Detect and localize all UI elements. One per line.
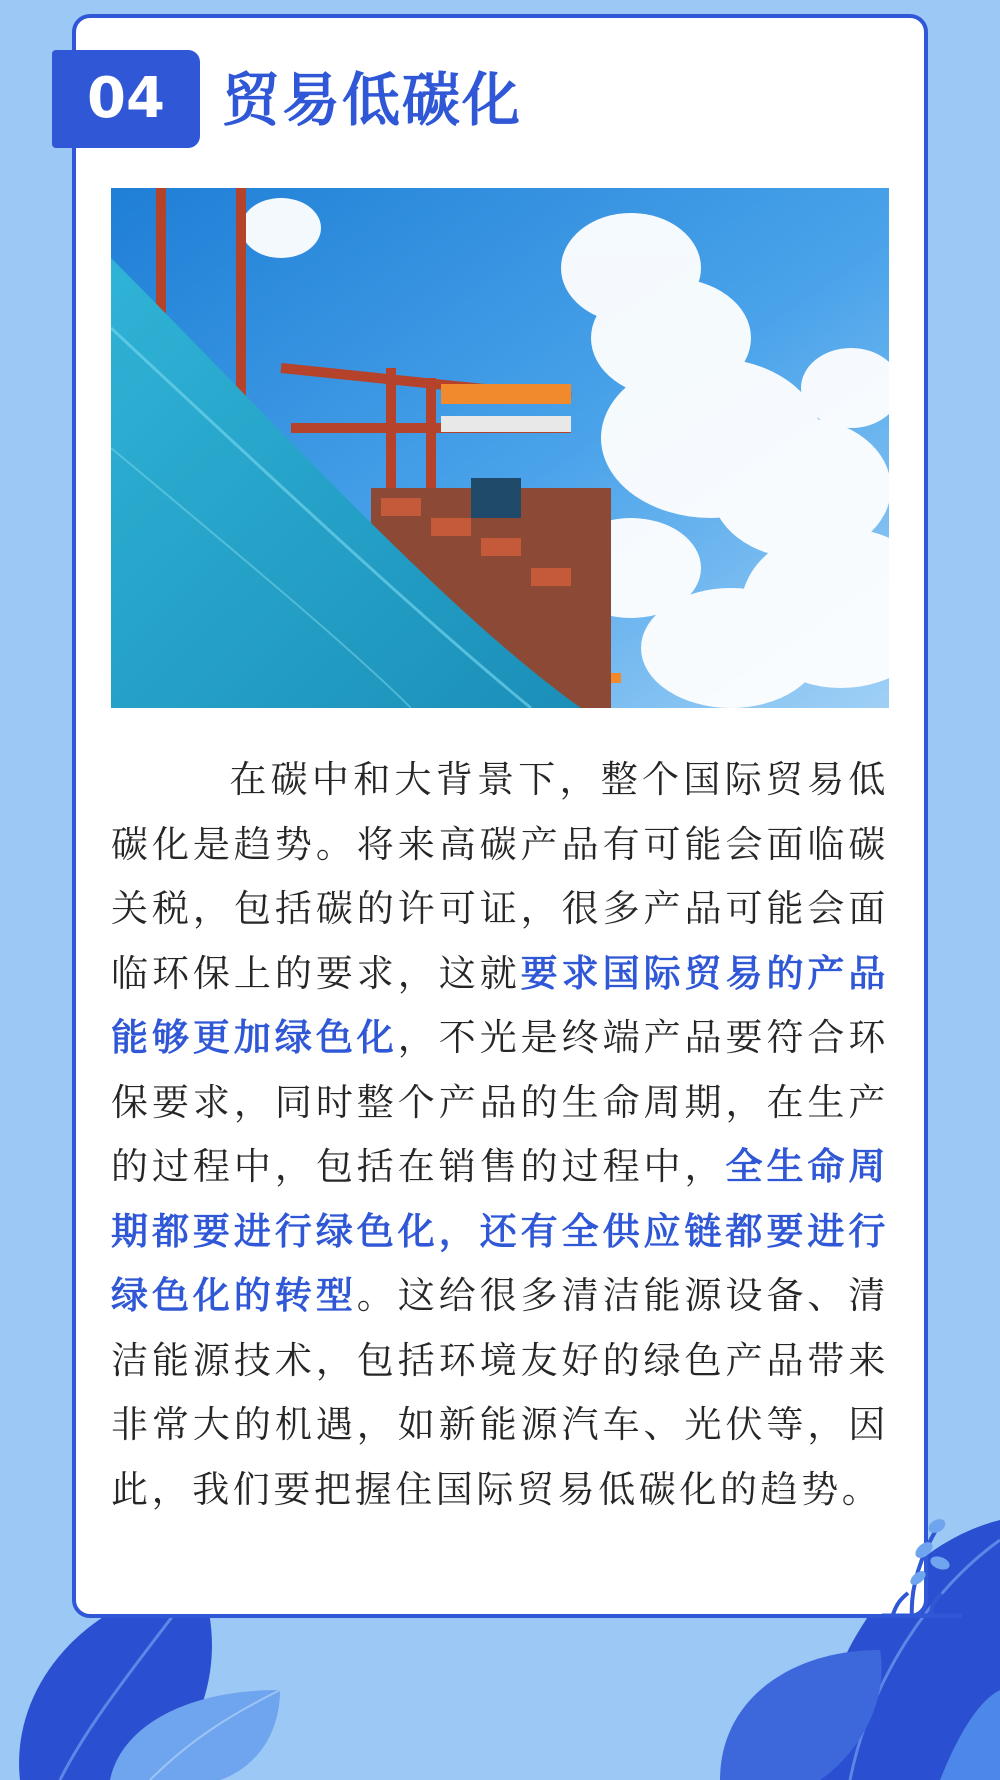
container-ship-photo xyxy=(111,188,889,708)
highlight-text: 全生命周期都要进行绿色化，还有全供应链都要进行绿色化的转型 xyxy=(111,1145,889,1317)
body-text-part: 在碳中和大背景下，整个国际贸易低碳化是趋势。将来高碳产品有可能会面临碳关税，包括碳的许可证，很多产品可能会面临环保上的要求，这就 xyxy=(111,758,889,995)
highlight-text: 要求国际贸易的产品能够更加绿色化 xyxy=(111,951,890,1059)
body-paragraph xyxy=(111,748,889,1522)
plant-sprig-icon xyxy=(882,1508,962,1618)
section-title: 贸易低碳化 xyxy=(222,66,523,134)
body-text-part: ，不光是终端产品要符合环保要求，同时整个产品的生命周期，在生产的过程中，包括在销售的过程中， xyxy=(111,1016,889,1188)
body-text-part: 。这给很多清洁能源设备、清洁能源技术，包括环境友好的绿色产品带来非常大的机遇，如新能源汽车、光伏等，因此，我们要把握住国际贸易低碳化的趋势。 xyxy=(111,1274,889,1511)
section-number-badge: 04 xyxy=(52,50,200,148)
